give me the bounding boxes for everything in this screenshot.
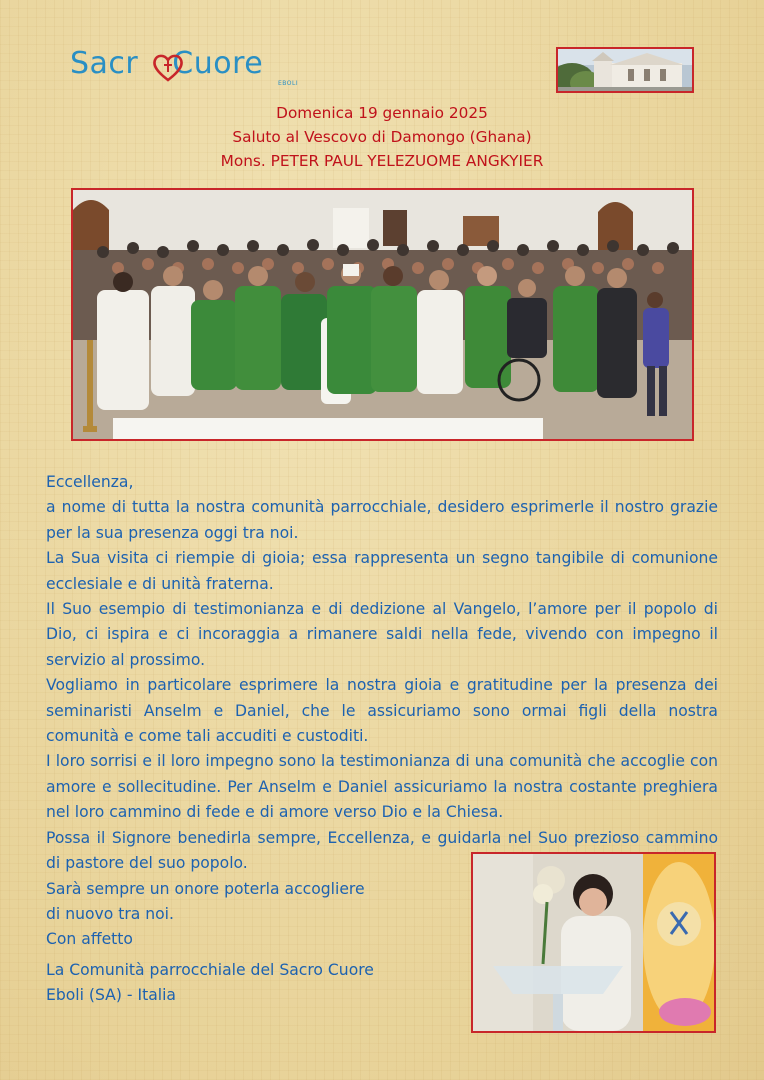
reader-photo	[471, 852, 716, 1033]
logo-text: Sacr Cuore	[70, 46, 264, 81]
letter-paragraph: I loro sorrisi e il loro impegno sono la testimonianza di una comunità che accoglie con amore e sollecitudine. Per Anselm e Daniel assicuriamo la nostra costante preghiera nel loro cammino di fede e di amore verso Dio e la Chiesa.	[46, 752, 718, 822]
page-header	[0, 101, 764, 173]
letter-paragraph: Sarà sempre un onore poterla accogliere	[46, 879, 365, 898]
church-photo	[556, 47, 694, 93]
signature	[46, 958, 374, 1009]
letter-paragraph: a nome di tutta la nostra comunità parrocchiale, desidero esprimerle il nostro grazie per la sua presenza oggi tra noi.	[46, 498, 718, 542]
logo-subtitle: EBOLI	[278, 80, 299, 87]
letter-salutation: Eccellenza,	[46, 473, 134, 491]
letter-closing: Con affetto	[46, 930, 133, 949]
parish-logo	[70, 46, 315, 92]
header-date: Domenica 19 gennaio 2025	[276, 104, 488, 122]
letter-paragraph: Il Suo esempio di testimonianza e di dedizione al Vangelo, l’amore per il popolo di Dio, ci ispira e ci incoraggia a rimanere saldi nella fede, vivendo con impegno il servizio al prossimo.	[46, 600, 718, 669]
header-subtitle: Saluto al Vescovo di Damongo (Ghana)	[232, 128, 532, 146]
letter-paragraph: Vogliamo in particolare esprimere la nostra gioia e gratitudine per la presenza dei seminaristi Anselm e Daniel, che le assicuriamo sono ormai figli della nostra comunità e come tali accuditi e custoditi.	[46, 676, 718, 746]
heart-cross-icon	[152, 52, 184, 82]
signature-line: Eboli (SA) - Italia	[46, 986, 176, 1005]
letter-paragraph: di nuovo tra noi.	[46, 904, 174, 923]
group-photo	[71, 188, 694, 441]
letter-paragraph: Possa il Signore benedirla sempre, Eccellenza, e guidarla nel Suo prezioso cammino di pastore del suo popolo.	[46, 828, 718, 873]
letter-paragraph: La Sua visita ci riempie di gioia; essa rappresenta un segno tangibile di comunione ecclesiale e di unità fraterna.	[46, 549, 718, 593]
signature-line: La Comunità parrocchiale del Sacro Cuore	[46, 961, 374, 979]
header-bishop-name: Mons. PETER PAUL YELEZUOME ANGKYIER	[220, 152, 544, 170]
